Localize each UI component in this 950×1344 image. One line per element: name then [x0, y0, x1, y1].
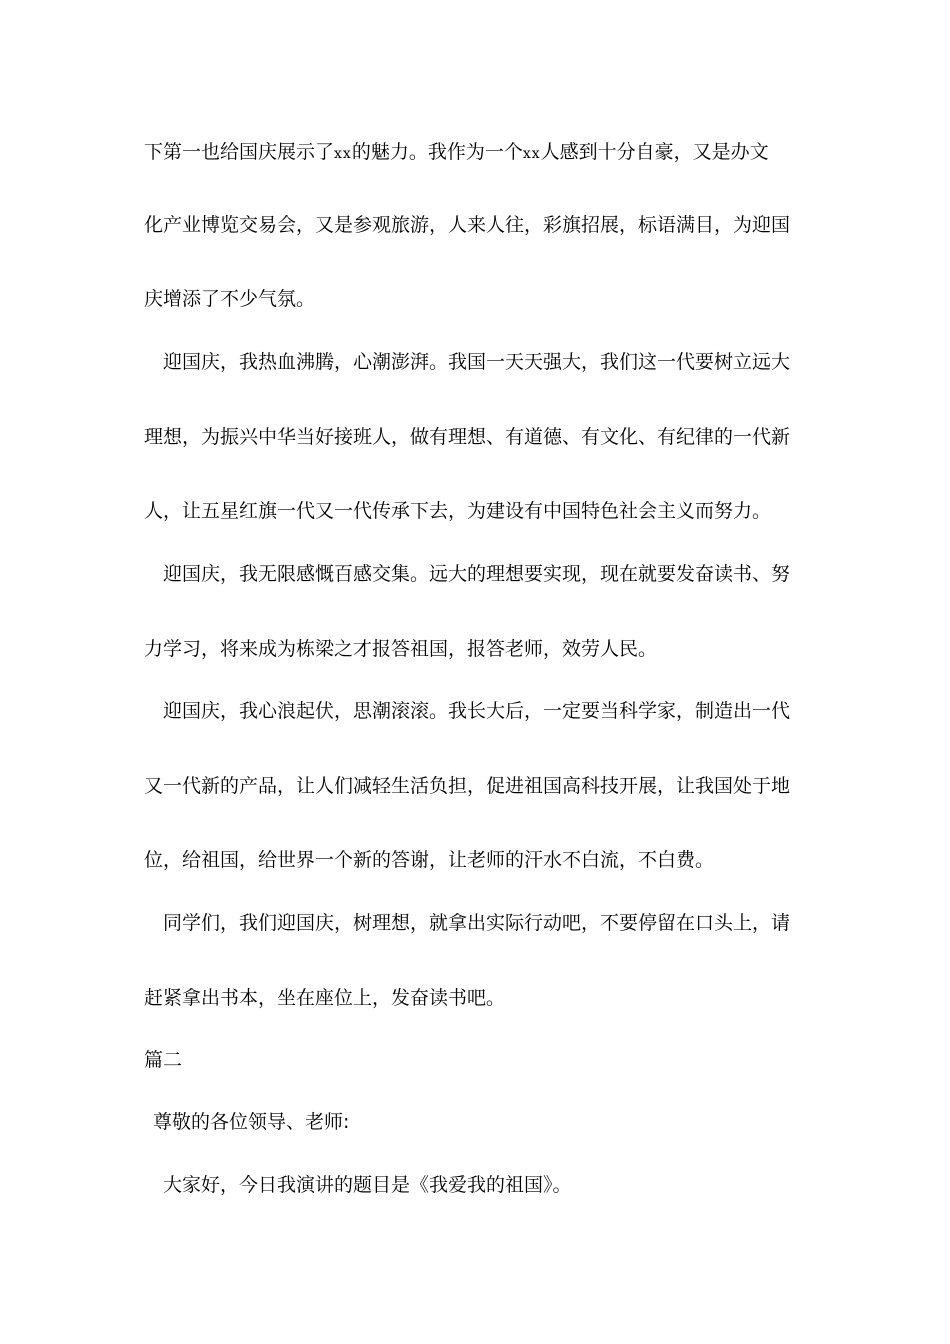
section-heading: 篇二 — [144, 1049, 183, 1071]
paragraph-4-line-1: 迎国庆，我心浪起伏，思潮滚滚。我长大后，一定要当科学家，制造出一代 — [163, 700, 791, 722]
paragraph-5-line-2: 赶紧拿出书本，坐在座位上，发奋读书吧。 — [144, 987, 506, 1009]
text-segment: 的魅力。我作为一个 — [351, 141, 523, 163]
paragraph-3-line-1: 迎国庆，我无限感慨百感交集。远大的理想要实现，现在就要发奋读书、努 — [163, 563, 791, 585]
paragraph-2-line-2: 理想，为振兴中华当好接班人，做有理想、有道德、有文化、有纪律的一代新 — [144, 426, 791, 448]
paragraph-1-line-1 — [144, 140, 804, 166]
salutation: 尊敬的各位领导、老师: — [153, 1111, 350, 1133]
placeholder-xx: xx — [334, 146, 352, 162]
paragraph-4-line-3: 位，给祖国，给世界一个新的答谢，让老师的汗水不白流，不白费。 — [144, 849, 715, 871]
opening-line: 大家好，今日我演讲的题目是《我爱我的祖国》。 — [163, 1174, 572, 1196]
paragraph-2-line-1: 迎国庆，我热血沸腾，心潮澎湃。我国一天天强大，我们这一代要树立远大 — [163, 351, 791, 373]
placeholder-xx: xx — [522, 146, 541, 162]
paragraph-1-line-2: 化产业博览交易会，又是参观旅游，人来人往，彩旗招展，标语满目，为迎国 — [144, 214, 791, 236]
paragraph-3-line-2: 力学习，将来成为栋梁之才报答祖国，报答老师，效劳人民。 — [144, 638, 658, 660]
text-segment: 下第一也给国庆展示了 — [144, 141, 335, 163]
paragraph-1-line-3: 庆增添了不少气氛。 — [144, 288, 316, 310]
text-segment: 人感到十分自豪，又是办文 — [540, 141, 769, 163]
paragraph-5-line-1: 同学们，我们迎国庆，树理想，就拿出实际行动吧，不要停留在口头上，请 — [163, 912, 791, 934]
paragraph-4-line-2: 又一代新的产品，让人们减轻生活负担，促进祖国高科技开展，让我国处于地 — [144, 775, 791, 797]
paragraph-2-line-3: 人，让五星红旗一代又一代传承下去，为建设有中国特色社会主义而努力。 — [144, 500, 772, 522]
